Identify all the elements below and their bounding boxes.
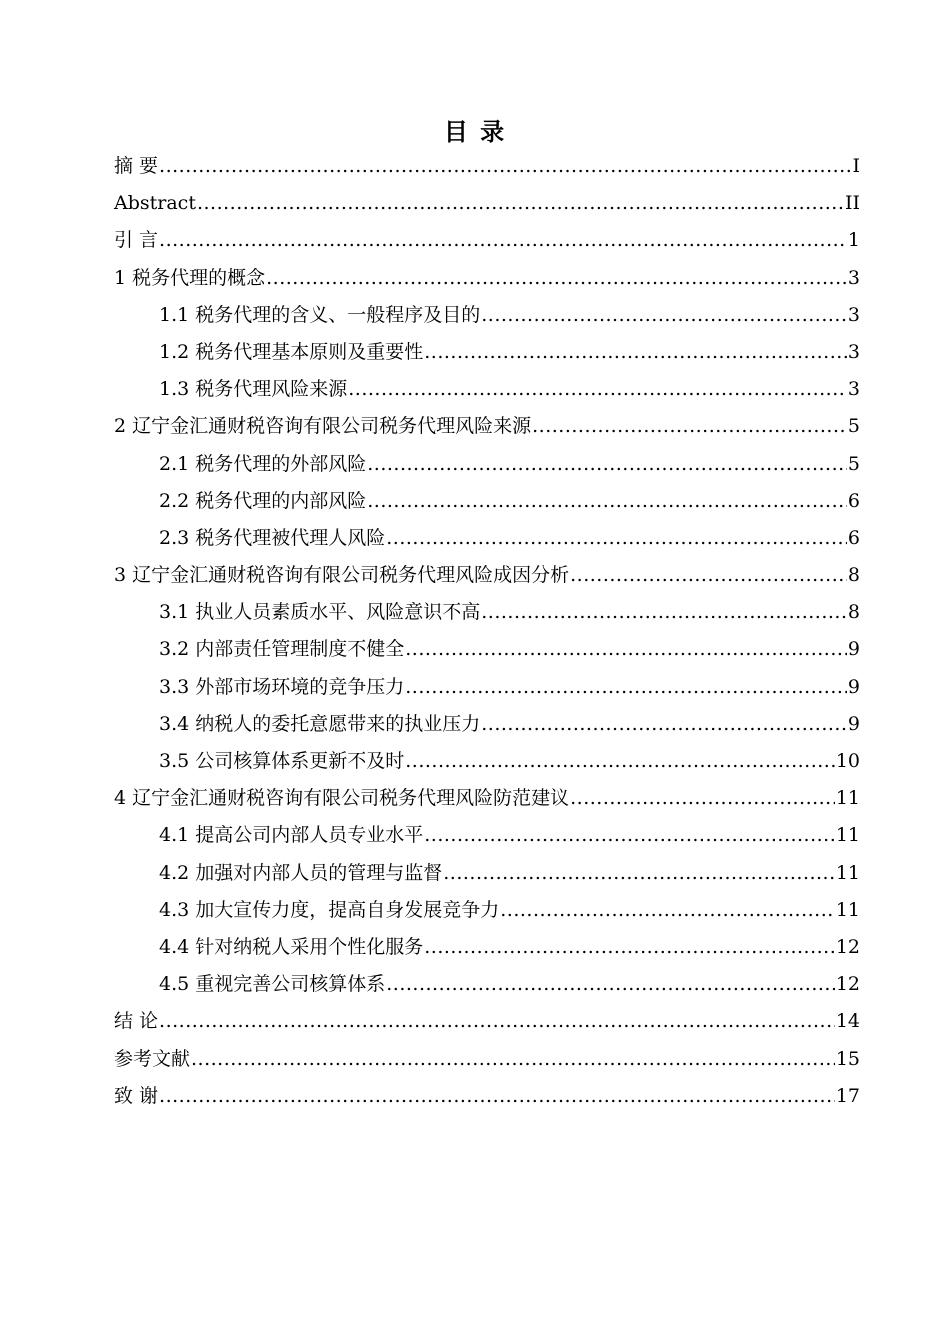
toc-entry-page-number: 15 bbox=[835, 1047, 860, 1070]
toc-entry-page-number: II bbox=[844, 192, 860, 215]
toc-entry[interactable] bbox=[114, 929, 860, 966]
toc-entry-page-number: I bbox=[852, 155, 860, 177]
toc-entry-label: 4.5 重视完善公司核算体系 bbox=[159, 973, 386, 996]
toc-dot-leader bbox=[266, 260, 847, 297]
toc-dot-leader bbox=[443, 855, 835, 892]
toc-dot-leader bbox=[481, 594, 847, 631]
toc-entry[interactable] bbox=[114, 260, 860, 297]
toc-entry-page-number: 3 bbox=[847, 303, 860, 326]
toc-entry[interactable] bbox=[114, 966, 860, 1003]
toc-dot-leader bbox=[405, 743, 835, 780]
toc-entry-label: 1 税务代理的概念 bbox=[114, 266, 266, 289]
toc-dot-leader bbox=[159, 222, 847, 259]
toc-dot-leader bbox=[500, 892, 835, 929]
toc-entry[interactable] bbox=[114, 855, 860, 892]
toc-dot-leader bbox=[191, 1041, 835, 1078]
toc-dot-leader bbox=[424, 817, 835, 854]
toc-entry-label: 4 辽宁金汇通财税咨询有限公司税务代理风险防范建议 bbox=[114, 787, 570, 810]
toc-entry[interactable] bbox=[114, 706, 860, 743]
toc-entry-page-number: 11 bbox=[835, 898, 860, 921]
toc-entry[interactable] bbox=[114, 446, 860, 483]
toc-entry-page-number: 14 bbox=[835, 1010, 860, 1033]
toc-entry[interactable] bbox=[114, 780, 860, 817]
toc-entry-page-number: 9 bbox=[847, 638, 860, 661]
toc-entry-page-number: 9 bbox=[847, 675, 860, 698]
toc-title: 目 录 bbox=[443, 117, 507, 146]
toc-entry-label: 2.2 税务代理的内部风险 bbox=[159, 489, 367, 512]
toc-entry-label: 1.1 税务代理的含义、一般程序及目的 bbox=[159, 303, 481, 326]
toc-entry-page-number: 5 bbox=[847, 452, 860, 475]
toc-dot-leader bbox=[197, 185, 844, 222]
toc-dot-leader bbox=[386, 966, 835, 1003]
toc-entry-label: 结 论 bbox=[114, 1010, 159, 1033]
toc-entry-label: 4.4 针对纳税人采用个性化服务 bbox=[159, 935, 424, 958]
toc-entry-page-number: 6 bbox=[847, 489, 860, 512]
toc-entry-page-number: 10 bbox=[835, 750, 860, 772]
toc-dot-leader bbox=[570, 780, 835, 817]
toc-entry[interactable] bbox=[114, 1041, 860, 1078]
toc-entry-label: Abstract bbox=[114, 192, 196, 215]
toc-entry-page-number: 8 bbox=[847, 564, 860, 587]
toc-dot-leader bbox=[424, 929, 835, 966]
toc-entry-page-number: 11 bbox=[835, 824, 860, 847]
toc-entry-page-number: 1 bbox=[847, 229, 860, 252]
toc-entry-label: 2.1 税务代理的外部风险 bbox=[159, 452, 367, 475]
toc-entry-label: 参考文献 bbox=[114, 1047, 191, 1070]
toc-entry-label: 4.2 加强对内部人员的管理与监督 bbox=[159, 861, 443, 884]
toc-entry-page-number: 11 bbox=[835, 787, 860, 810]
toc-entry-label: 4.3 加大宣传力度，提高自身发展竞争力 bbox=[159, 898, 500, 921]
toc-entry-page-number: 12 bbox=[835, 935, 860, 958]
toc-entry[interactable] bbox=[114, 148, 860, 185]
toc-entry-label: 引 言 bbox=[114, 229, 159, 252]
toc-entry[interactable] bbox=[114, 371, 860, 408]
toc-dot-leader bbox=[348, 371, 847, 408]
toc-entry[interactable] bbox=[114, 817, 860, 854]
toc-entry-label: 2.3 税务代理被代理人风险 bbox=[159, 526, 386, 549]
toc-entry[interactable] bbox=[114, 557, 860, 594]
toc-entry-label: 摘 要 bbox=[114, 155, 159, 177]
toc-entry-label: 致 谢 bbox=[114, 1084, 159, 1107]
toc-entry[interactable] bbox=[114, 483, 860, 520]
toc-entry-label: 3.5 公司核算体系更新不及时 bbox=[159, 750, 405, 772]
toc-entry-page-number: 5 bbox=[847, 415, 860, 438]
toc-dot-leader bbox=[159, 1078, 835, 1115]
toc-entry[interactable] bbox=[114, 222, 860, 259]
toc-entry[interactable] bbox=[114, 892, 860, 929]
toc-entry-label: 3 辽宁金汇通财税咨询有限公司税务代理风险成因分析 bbox=[114, 564, 570, 587]
toc-entry[interactable] bbox=[114, 631, 860, 668]
toc-entry-page-number: 17 bbox=[835, 1084, 860, 1107]
toc-dot-leader bbox=[159, 1003, 835, 1040]
toc-entry[interactable] bbox=[114, 1078, 860, 1115]
toc-dot-leader bbox=[405, 631, 847, 668]
toc-entry-label: 4.1 提高公司内部人员专业水平 bbox=[159, 824, 424, 847]
toc-dot-leader bbox=[570, 557, 847, 594]
toc-entry[interactable] bbox=[114, 408, 860, 445]
toc-entry-page-number: 3 bbox=[847, 266, 860, 289]
toc-dot-leader bbox=[405, 669, 847, 706]
toc-dot-leader bbox=[532, 408, 847, 445]
toc-entry-page-number: 9 bbox=[847, 712, 860, 735]
toc-entry-page-number: 8 bbox=[847, 601, 860, 624]
toc-list bbox=[114, 148, 860, 1115]
toc-entry[interactable] bbox=[114, 669, 860, 706]
toc-dot-leader bbox=[481, 297, 847, 334]
toc-entry-page-number: 11 bbox=[835, 861, 860, 884]
toc-entry-page-number: 12 bbox=[835, 973, 860, 996]
toc-entry-page-number: 3 bbox=[847, 340, 860, 363]
toc-entry[interactable] bbox=[114, 743, 860, 780]
toc-entry-label: 2 辽宁金汇通财税咨询有限公司税务代理风险来源 bbox=[114, 415, 532, 438]
toc-entry[interactable] bbox=[114, 297, 860, 334]
toc-entry[interactable] bbox=[114, 594, 860, 631]
toc-entry-label: 1.2 税务代理基本原则及重要性 bbox=[159, 340, 424, 363]
toc-dot-leader bbox=[386, 520, 847, 557]
toc-entry[interactable] bbox=[114, 1003, 860, 1040]
toc-entry[interactable] bbox=[114, 520, 860, 557]
toc-dot-leader bbox=[159, 148, 851, 185]
toc-entry-label: 3.3 外部市场环境的竞争压力 bbox=[159, 675, 405, 698]
toc-entry[interactable] bbox=[114, 185, 860, 222]
toc-dot-leader bbox=[481, 706, 847, 743]
toc-dot-leader bbox=[424, 334, 847, 371]
toc-entry-label: 3.2 内部责任管理制度不健全 bbox=[159, 638, 405, 661]
toc-dot-leader bbox=[367, 483, 847, 520]
toc-entry-page-number: 3 bbox=[847, 378, 860, 401]
toc-entry-label: 3.4 纳税人的委托意愿带来的执业压力 bbox=[159, 712, 481, 735]
toc-dot-leader bbox=[367, 446, 847, 483]
toc-entry-page-number: 6 bbox=[847, 526, 860, 549]
toc-entry[interactable] bbox=[114, 334, 860, 371]
toc-entry-label: 3.1 执业人员素质水平、风险意识不高 bbox=[159, 601, 481, 624]
toc-entry-label: 1.3 税务代理风险来源 bbox=[159, 378, 348, 401]
